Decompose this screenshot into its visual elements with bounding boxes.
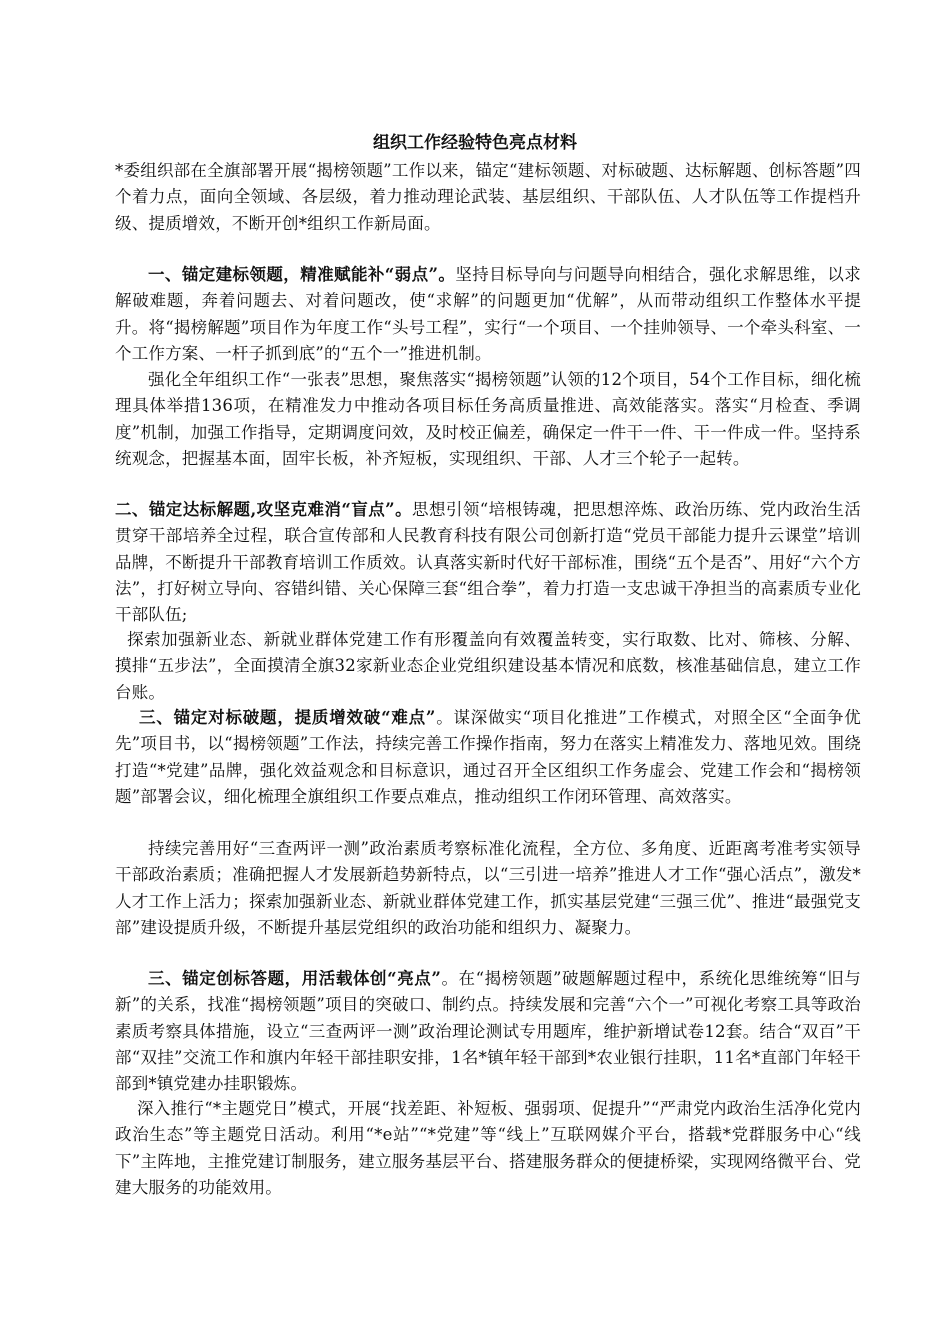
paragraph-text: 探索加强新业态、新就业群体党建工作有形覆盖向有效覆盖转变，实行取数、比对、筛核、分解、摸排“五步法”，全面摸清全旗32家新业态企业党组织建设基本情况和底数，核准基础信息，建立工作台账。 xyxy=(115,630,861,702)
paragraph-text: 。在“揭榜领题”破题解题过程中，系统化思维统筹“旧与新”的关系，找准“揭榜领题”项目的突破口、制约点。持续发展和完善“六个一”可视化考察工具等政治素质考察具体措施，设立“三查两评一测”政治理论测试专用题库，维护新增试卷12套。结合“双百”干部“双挂”交流工作和旗内年轻干部挂职安排，1名*镇年轻干部到*农业银行挂职，11名*直部门年轻干部到*镇党建办挂职锻炼。 xyxy=(115,969,861,1094)
section-heading: 三、锚定对标破题，提质增效破“难点” xyxy=(139,708,436,727)
paragraph-text: 深入推行“*主题党日”模式，开展“找差距、补短板、强弱项、促提升”“严肃党内政治生活净化党内政治生态”等主题党日活动。利用“*e站”“*党建”等“线上”互联网媒介平台，搭载*党群服务中心“线下”主阵地，主推党建订制服务，建立服务基层平台、搭建服务群众的便捷桥梁，实现网络微平台、党建大服务的功能效用。 xyxy=(115,1099,861,1197)
paragraph-body xyxy=(115,836,861,941)
paragraph-section-4 xyxy=(115,966,861,1097)
section-heading: 三、锚定创标答题，用活载体创“亮点” xyxy=(148,969,442,988)
paragraph-text: 思想引领“培根铸魂，把思想淬炼、政治历练、党内政治生活贯穿干部培养全过程，联合宣传部和人民教育科技有限公司创新打造“党员干部能力提升云课堂”培训品牌，不断提升干部教育培训工作质效。认真落实新时代好干部标准，围绕“五个是否”、用好“六个方法”，打好树立导向、容错纠错、关心保障三套“组合拳”，着力打造一支忠诚干净担当的高素质专业化干部队伍; xyxy=(115,500,861,625)
section-heading: 一、锚定建标领题，精准赋能补“弱点”。 xyxy=(148,265,456,284)
section-heading: 二、锚定达标解题,攻坚克难消“盲点”。 xyxy=(115,500,413,519)
paragraph-body xyxy=(115,1096,861,1201)
paragraph-section-3 xyxy=(115,705,861,810)
document-title: 组织工作经验特色亮点材料 xyxy=(373,133,577,153)
paragraph-text: *委组织部在全旗部署开展“揭榜领题”工作以来，锚定“建标领题、对标破题、达标解题、创标答题”四个着力点，面向全领域、各层级，着力推动理论武装、基层组织、干部队伍、人才队伍等工作提档升级、提质增效，不断开创*组织工作新局面。 xyxy=(115,161,861,233)
paragraph-body xyxy=(115,367,861,472)
paragraph-section-1 xyxy=(115,262,861,367)
paragraph-body xyxy=(115,627,861,706)
paragraph-text: 强化全年组织工作“一张表”思想，聚焦落实“揭榜领题”认领的12个项目，54个工作目标，细化梳理具体举措136项，在精准发力中推动各项目标任务高质量推进、高效能落实。落实“月检查、季调度”机制，加强工作指导，定期调度问效，及时校正偏差，确保定一件干一件、干一件成一件。坚持系统观念，把握基本面，固牢长板，补齐短板，实现组织、干部、人才三个轮子一起转。 xyxy=(115,370,861,468)
paragraph-text: 持续完善用好“三查两评一测”政治素质考察标准化流程，全方位、多角度、近距离考准考实领导干部政治素质；准确把握人才发展新趋势新特点，以“三引进一培养”推进人才工作“强心活点”，激发*人才工作上活力；探索加强新业态、新就业群体党建工作，抓实基层党建“三强三优”、推进“最强党支部”建设提质升级，不断提升基层党组织的政治功能和组织力、凝聚力。 xyxy=(115,839,861,937)
paragraph-text: 坚持目标导向与问题导向相结合，强化求解思维，以求解破难题，奔着问题去、对着问题改，使“求解”的问题更加“优解”，从而带动组织工作整体水平提升。将“揭榜解题”项目作为年度工作“头号工程”，实行“一个项目、一个挂帅领导、一个牵头科室、一个工作方案、一杆子抓到底”的“五个一”推进机制。 xyxy=(115,265,861,363)
paragraph-intro xyxy=(115,158,861,237)
paragraph-section-2 xyxy=(115,497,861,628)
paragraph-text: 。谋深做实“项目化推进”工作模式，对照全区“全面争优先”项目书，以“揭榜领题”工作法，持续完善工作操作指南，努力在落实上精准发力、落地见效。围绕打造“*党建”品牌，强化效益观念和目标意识，通过召开全区组织工作务虚会、党建工作会和“揭榜领题”部署会议，细化梳理全旗组织工作要点难点，推动组织工作闭环管理、高效落实。 xyxy=(115,708,861,806)
